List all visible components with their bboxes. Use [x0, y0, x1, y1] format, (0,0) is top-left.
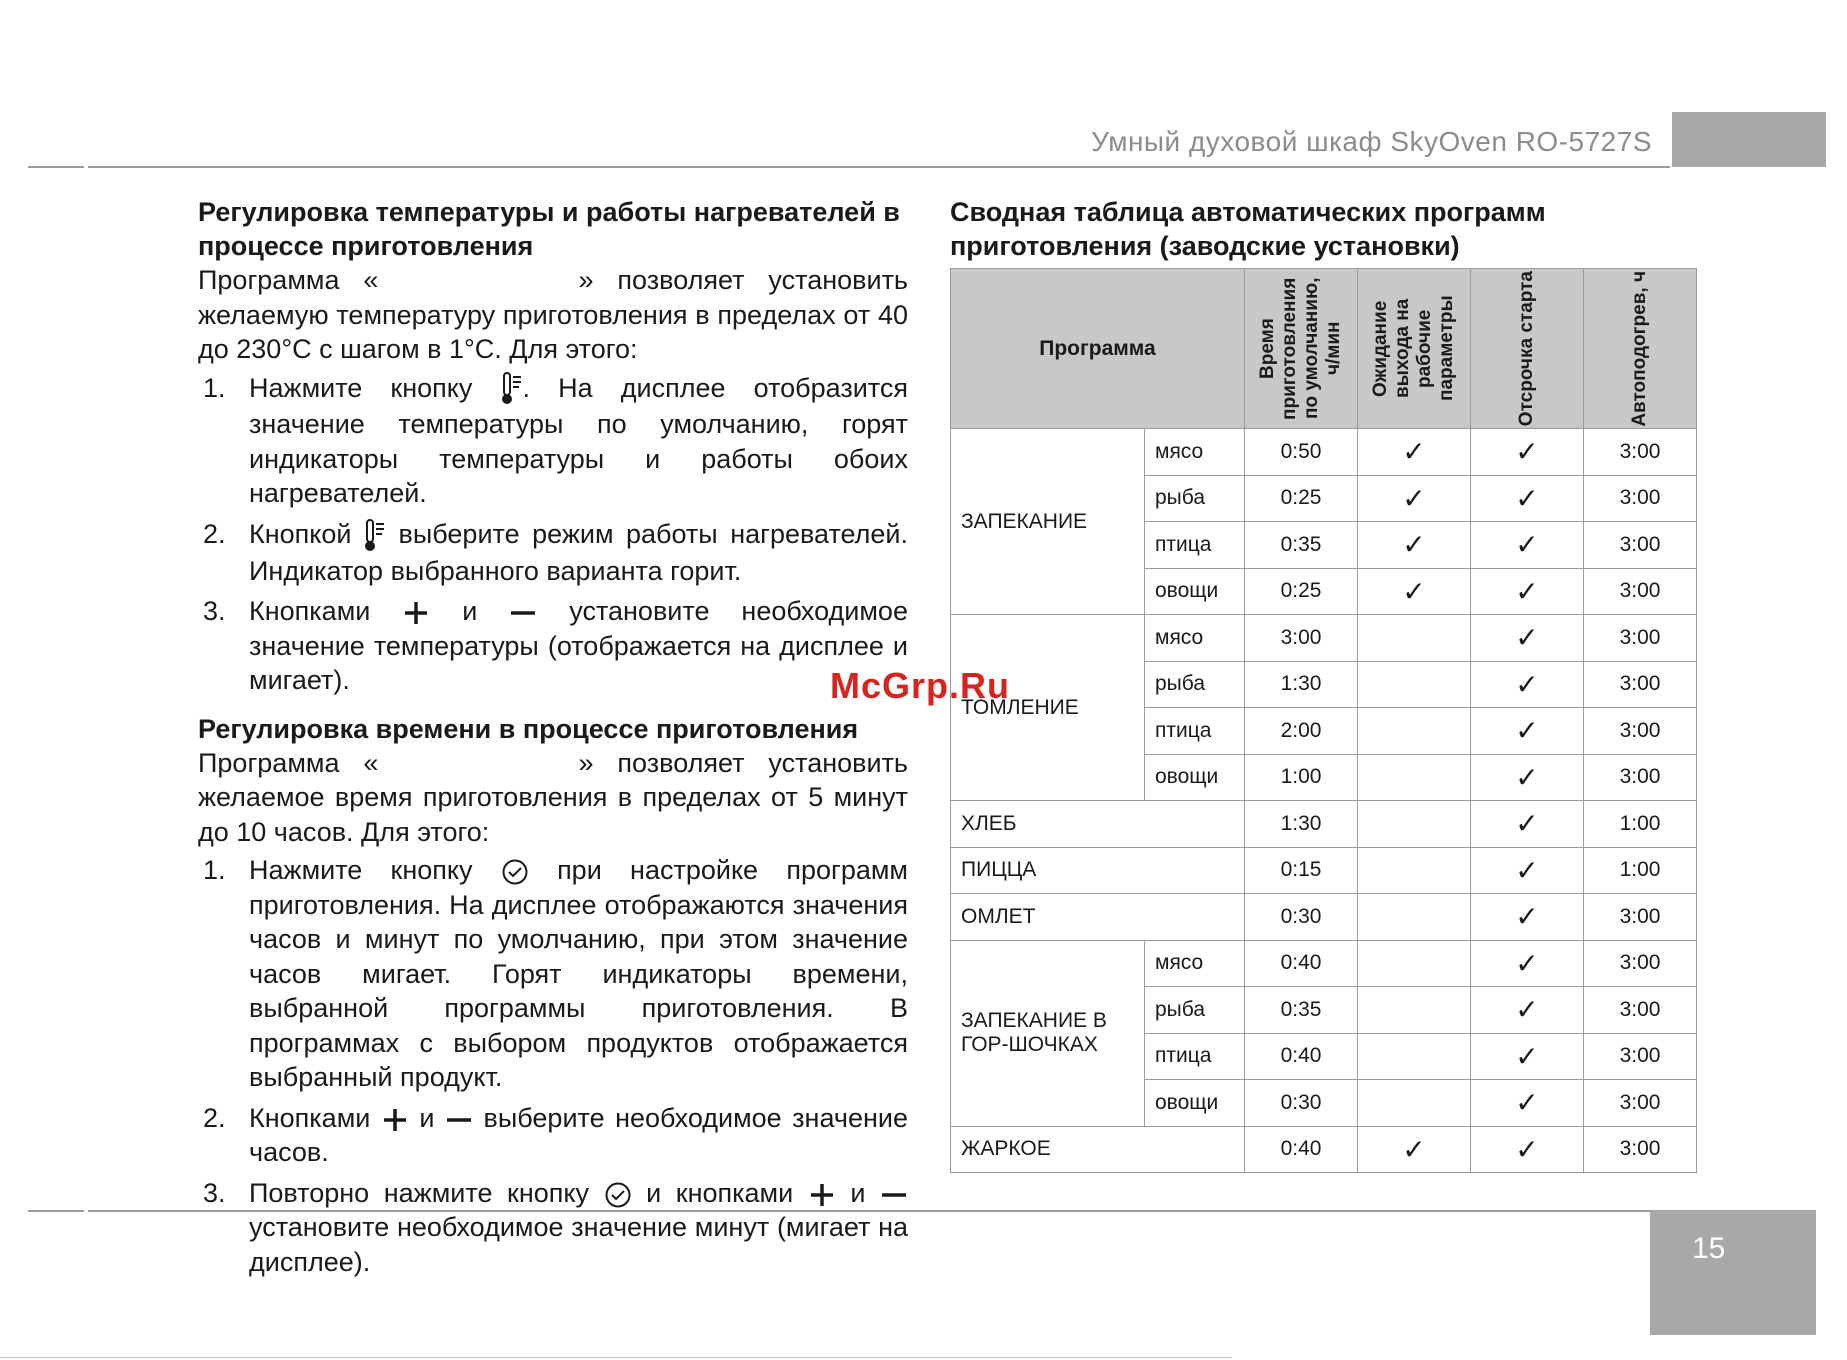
product-cell: птица	[1145, 522, 1245, 569]
delay-cell: ✓	[1471, 568, 1584, 615]
time-cell: 0:50	[1245, 429, 1358, 476]
list-item: 3. Повторно нажмите кнопку и кнопками и установите необходимое значение минут (мигает на дисплее).	[203, 1177, 908, 1277]
thermometer-icon	[501, 371, 523, 407]
table-row	[951, 847, 1697, 894]
header-wait: Ожидание выхода на рабочие параметры	[1358, 269, 1471, 429]
program-name-cell: ПИЦЦА	[951, 847, 1245, 894]
wait-cell	[1358, 940, 1471, 987]
product-cell: рыба	[1145, 661, 1245, 708]
reheat-cell: 3:00	[1584, 1126, 1697, 1173]
reheat-cell: 3:00	[1584, 522, 1697, 569]
table-row	[951, 615, 1697, 662]
reheat-cell: 3:00	[1584, 475, 1697, 522]
delay-cell: ✓	[1471, 429, 1584, 476]
program-name-cell: ЖАРКОЕ	[951, 1126, 1245, 1173]
plus-icon	[808, 1181, 836, 1209]
reheat-cell: 3:00	[1584, 568, 1697, 615]
header-tab	[1672, 112, 1826, 167]
header-program: Программа	[951, 269, 1245, 429]
reheat-cell: 3:00	[1584, 661, 1697, 708]
time-cell: 0:35	[1245, 522, 1358, 569]
delay-cell: ✓	[1471, 801, 1584, 848]
program-name-cell: ТОМЛЕНИЕ	[951, 615, 1145, 801]
delay-cell: ✓	[1471, 1033, 1584, 1080]
delay-cell: ✓	[1471, 987, 1584, 1034]
wait-cell	[1358, 708, 1471, 755]
product-cell: птица	[1145, 1033, 1245, 1080]
table-title: Сводная таблица автоматических программ приготовления (заводские установки)	[950, 197, 1546, 261]
minus-icon	[880, 1181, 908, 1209]
programs-table	[950, 268, 1697, 1173]
table-row	[951, 1126, 1697, 1173]
delay-cell: ✓	[1471, 615, 1584, 662]
program-name-cell: ХЛЕБ	[951, 801, 1245, 848]
reheat-cell: 3:00	[1584, 1080, 1697, 1127]
watermark: McGrp.Ru	[830, 665, 1011, 706]
section-heading-time: Регулировка времени в процессе приготовления	[198, 713, 859, 744]
delay-cell: ✓	[1471, 522, 1584, 569]
time-cell: 0:35	[1245, 987, 1358, 1034]
time-cell: 1:30	[1245, 661, 1358, 708]
header-time: Время приготовления по умолчанию, ч/мин	[1245, 269, 1358, 429]
wait-cell	[1358, 801, 1471, 848]
time-cell: 0:30	[1245, 1080, 1358, 1127]
program-name-cell: ЗАПЕКАНИЕ В ГОР-ШОЧКАХ	[951, 940, 1145, 1126]
time-cell: 1:00	[1245, 754, 1358, 801]
reheat-cell: 3:00	[1584, 940, 1697, 987]
wait-cell: ✓	[1358, 1126, 1471, 1173]
reheat-cell: 1:00	[1584, 801, 1697, 848]
thermometer-icon	[364, 518, 386, 554]
delay-cell: ✓	[1471, 940, 1584, 987]
delay-cell: ✓	[1471, 1080, 1584, 1127]
footer-stripe	[0, 1357, 1232, 1358]
reheat-cell: 3:00	[1584, 615, 1697, 662]
wait-cell	[1358, 1080, 1471, 1127]
clock-icon	[501, 858, 529, 886]
time-cell: 0:40	[1245, 1033, 1358, 1080]
wait-cell	[1358, 894, 1471, 941]
header-title: Умный духовой шкаф SkyOven RO-5727S	[1091, 126, 1652, 157]
reheat-cell: 1:00	[1584, 847, 1697, 894]
product-cell: мясо	[1145, 615, 1245, 662]
left-column	[198, 195, 908, 1287]
wait-cell	[1358, 987, 1471, 1034]
product-cell: овощи	[1145, 1080, 1245, 1127]
delay-cell: ✓	[1471, 708, 1584, 755]
reheat-cell: 3:00	[1584, 708, 1697, 755]
program-name-cell: ОМЛЕТ	[951, 894, 1245, 941]
page-number: 15	[1692, 1232, 1726, 1265]
delay-cell: ✓	[1471, 847, 1584, 894]
steps-temperature	[198, 371, 908, 698]
product-cell: рыба	[1145, 987, 1245, 1034]
table-row	[951, 429, 1697, 476]
minus-icon	[445, 1106, 473, 1134]
table-row	[951, 801, 1697, 848]
reheat-cell: 3:00	[1584, 1033, 1697, 1080]
wait-cell: ✓	[1358, 522, 1471, 569]
delay-cell: ✓	[1471, 661, 1584, 708]
product-cell: птица	[1145, 708, 1245, 755]
clock-icon	[604, 1181, 632, 1209]
reheat-cell: 3:00	[1584, 894, 1697, 941]
wait-cell	[1358, 615, 1471, 662]
reheat-cell: 3:00	[1584, 987, 1697, 1034]
table-row	[951, 894, 1697, 941]
time-cell: 2:00	[1245, 708, 1358, 755]
minus-icon	[509, 599, 537, 627]
wait-cell	[1358, 1033, 1471, 1080]
list-item: 3. Кнопками и установите необходимое значение температуры (отображается на дисплее и мигает).	[203, 596, 908, 696]
footer-rule-left	[28, 1210, 84, 1212]
section-intro-temperature: Программа « » позволяет установить желаемую температуру приготовления в пределах от 40 до 230°С с шагом в 1°С. Для этого:	[198, 265, 908, 364]
reheat-cell: 3:00	[1584, 429, 1697, 476]
section-intro-time: Программа « » позволяет установить желаемое время приготовления в пределах от 5 минут до 10 часов. Для этого:	[198, 747, 908, 847]
list-item: 1. Нажмите кнопку при настройке программ приготовления. На дисплее отображаются значения часов и минут по умолчанию, при этом значение часов мигает. Горят индикаторы времени, выбранной программы приготовления. В программах с выбором продуктов отображается выбранный продукт.	[203, 855, 908, 1093]
product-cell: мясо	[1145, 940, 1245, 987]
plus-icon	[381, 1106, 409, 1134]
wait-cell	[1358, 847, 1471, 894]
footer-rule	[88, 1210, 1650, 1212]
list-item: 1. Нажмите кнопку . На дисплее отобразится значение температуры по умолчанию, горят индикаторы температуры и работы обоих нагревателей.	[203, 372, 908, 509]
table-body	[951, 429, 1697, 1173]
plus-icon	[402, 599, 430, 627]
table-row	[951, 940, 1697, 987]
product-cell: овощи	[1145, 754, 1245, 801]
header-rule-left	[28, 166, 84, 168]
header-rule	[88, 166, 1670, 168]
section-heading-temperature: Регулировка температуры и работы нагревателей в процессе приготовления	[198, 197, 900, 261]
delay-cell: ✓	[1471, 894, 1584, 941]
wait-cell: ✓	[1358, 429, 1471, 476]
wait-cell: ✓	[1358, 568, 1471, 615]
delay-cell: ✓	[1471, 754, 1584, 801]
time-cell: 0:30	[1245, 894, 1358, 941]
delay-cell: ✓	[1471, 475, 1584, 522]
time-cell: 3:00	[1245, 615, 1358, 662]
time-cell: 0:40	[1245, 940, 1358, 987]
header-reheat: Автоподогрев, ч	[1584, 269, 1697, 429]
reheat-cell: 3:00	[1584, 754, 1697, 801]
product-cell: мясо	[1145, 429, 1245, 476]
list-item: 2. Кнопками и выберите необходимое значение часов.	[203, 1102, 908, 1168]
wait-cell	[1358, 754, 1471, 801]
time-cell: 0:40	[1245, 1126, 1358, 1173]
time-cell: 0:25	[1245, 568, 1358, 615]
list-item: 2. Кнопкой выберите режим работы нагревателей. Индикатор выбранного варианта горит.	[203, 518, 908, 586]
wait-cell: ✓	[1358, 475, 1471, 522]
page-number-box	[1650, 1210, 1816, 1335]
header-delay: Отсрочка старта	[1471, 269, 1584, 429]
product-cell: рыба	[1145, 475, 1245, 522]
program-name-cell: ЗАПЕКАНИЕ	[951, 429, 1145, 615]
steps-time	[198, 853, 908, 1279]
wait-cell	[1358, 661, 1471, 708]
time-cell: 0:25	[1245, 475, 1358, 522]
product-cell: овощи	[1145, 568, 1245, 615]
time-cell: 0:15	[1245, 847, 1358, 894]
delay-cell: ✓	[1471, 1126, 1584, 1173]
time-cell: 1:30	[1245, 801, 1358, 848]
